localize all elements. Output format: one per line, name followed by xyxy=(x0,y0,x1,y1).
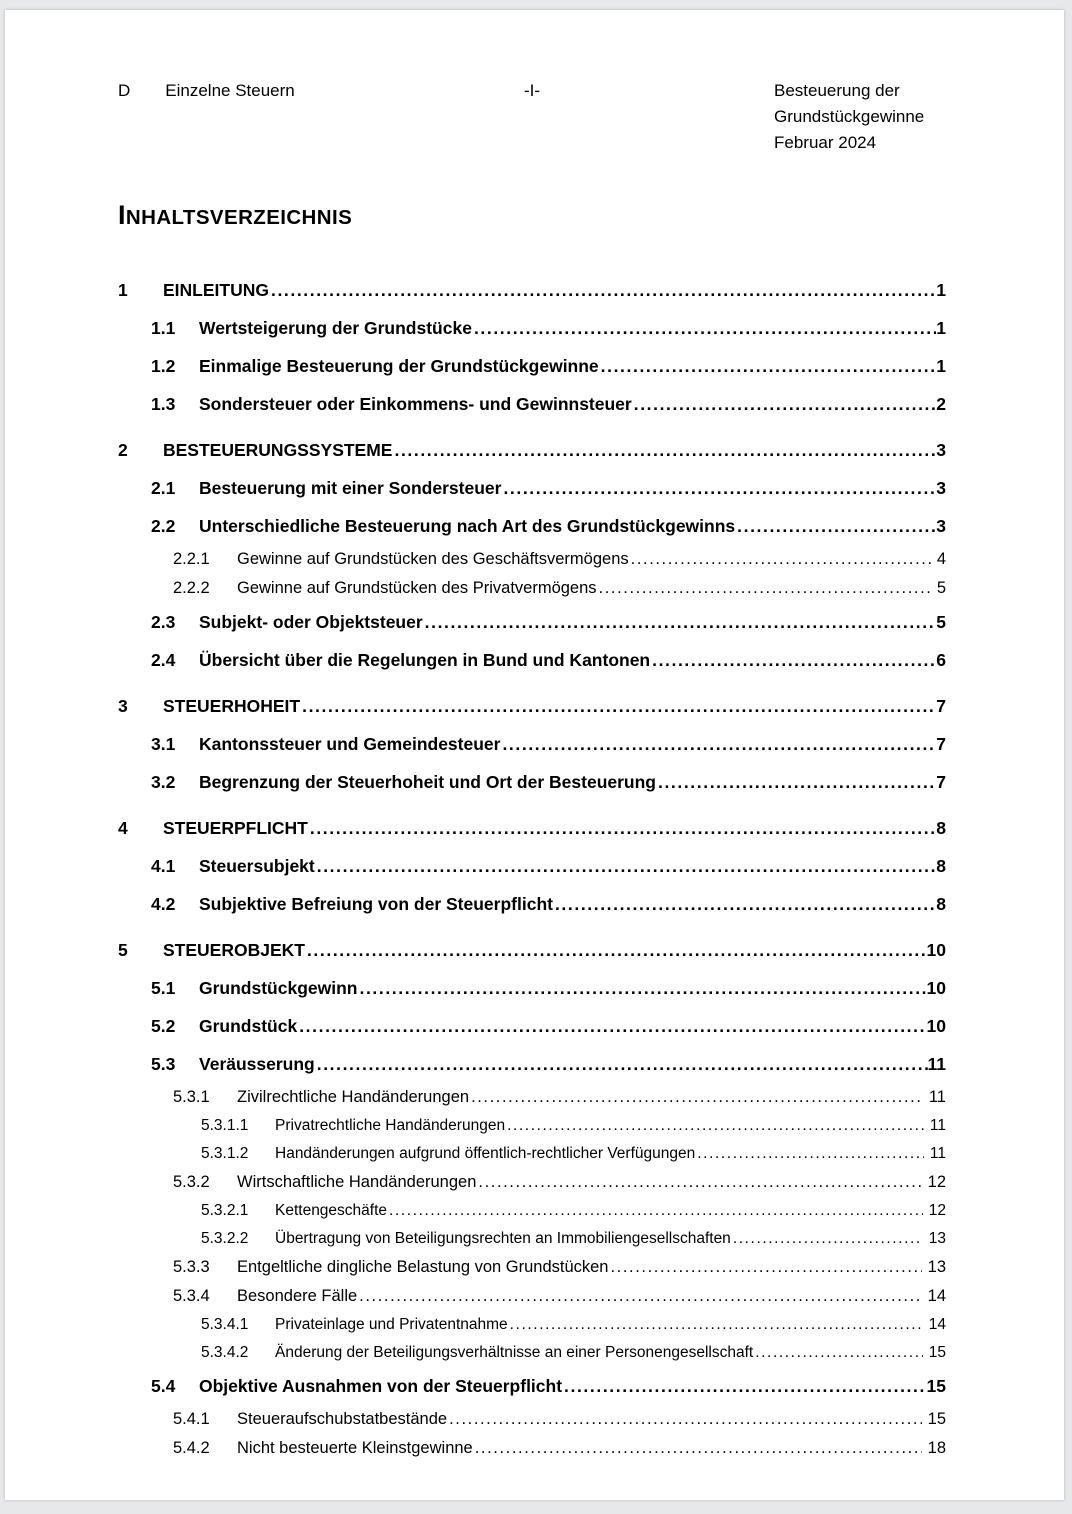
toc-entry-5.3.3[interactable] xyxy=(173,1253,946,1282)
toc-dot-leader xyxy=(610,1257,921,1278)
toc-dot-leader xyxy=(510,1315,923,1335)
toc-entry-number: 5.1 xyxy=(151,978,176,998)
toc-entry-2[interactable] xyxy=(118,431,946,469)
toc-entry-title: BESTEUERUNGSSYSTEME xyxy=(163,440,393,460)
page-header xyxy=(118,78,946,156)
toc-entry-2.4[interactable] xyxy=(151,641,946,679)
toc-entry-page: 12 xyxy=(928,1202,946,1219)
toc-dot-leader xyxy=(317,855,937,877)
toc-entry-number: 2.3 xyxy=(151,612,176,632)
toc-entry-page: 11 xyxy=(927,1054,946,1074)
toc-entry-title: Privatrechtliche Handänderungen xyxy=(275,1117,506,1134)
toc-entry-number: 1.2 xyxy=(151,356,176,376)
toc-entry-page: 1 xyxy=(936,280,946,300)
toc-entry-number: 5.3.4.2 xyxy=(201,1344,249,1361)
toc-entry-5.3.4.2[interactable] xyxy=(201,1339,946,1367)
toc-entry-page: 10 xyxy=(926,940,946,960)
toc-dot-leader xyxy=(737,515,936,537)
toc-entry-page: 18 xyxy=(927,1439,946,1457)
toc-entry-title: Wertsteigerung der Grundstücke xyxy=(199,318,472,338)
toc-dot-leader xyxy=(658,771,936,793)
toc-entry-page: 10 xyxy=(926,978,946,998)
toc-entry-number: 5.4.1 xyxy=(173,1410,210,1428)
toc-entry-page: 1 xyxy=(936,318,946,338)
toc-entry-5.1[interactable] xyxy=(151,969,946,1007)
toc-entry-title: Änderung der Beteiligungsverhältnisse an einer Personengesellschaft xyxy=(275,1344,754,1361)
toc-entry-1[interactable] xyxy=(118,271,946,309)
toc-entry-number: 2 xyxy=(118,440,128,460)
toc-entry-5.3.4.1[interactable] xyxy=(201,1311,946,1339)
toc-dot-leader xyxy=(359,1286,921,1307)
toc-entry-5.3.4[interactable] xyxy=(173,1282,946,1311)
toc-entry-5.3[interactable] xyxy=(151,1045,946,1083)
toc-entry-title: Besondere Fälle xyxy=(237,1287,358,1305)
toc-entry-number: 5.3.1 xyxy=(173,1088,210,1106)
toc-entry-5.4.1[interactable] xyxy=(173,1405,946,1434)
toc-entry-title: Zivilrechtliche Handänderungen xyxy=(237,1088,470,1106)
toc-entry-page: 8 xyxy=(936,856,946,876)
toc-entry-4.1[interactable] xyxy=(151,847,946,885)
toc-dot-leader xyxy=(697,1144,924,1164)
toc-entry-title: Kantonssteuer und Gemeindesteuer xyxy=(199,734,501,754)
toc-entry-5.3.1.2[interactable] xyxy=(201,1140,946,1168)
toc-entry-4.2[interactable] xyxy=(151,885,946,923)
toc-entry-2.2[interactable] xyxy=(151,507,946,545)
toc-list xyxy=(118,271,946,1463)
document-page xyxy=(5,10,1064,1500)
toc-entry-number: 3.1 xyxy=(151,734,176,754)
toc-entry-number: 4.1 xyxy=(151,856,176,876)
toc-dot-leader xyxy=(564,1375,926,1397)
toc-entry-5.3.1.1[interactable] xyxy=(201,1112,946,1140)
toc-entry-title: Gewinne auf Grundstücken des Geschäftsvermögens xyxy=(237,550,629,568)
toc-entry-title: Nicht besteuerte Kleinstgewinne xyxy=(237,1439,473,1457)
toc-entry-page: 14 xyxy=(928,1316,946,1333)
toc-entry-title: Begrenzung der Steuerhoheit und Ort der Besteuerung xyxy=(199,772,656,792)
toc-dot-leader xyxy=(652,649,936,671)
header-doc-title-line2: Grundstückgewinne xyxy=(774,107,925,126)
header-left xyxy=(118,78,394,156)
toc-entry-2.1[interactable] xyxy=(151,469,946,507)
toc-entry-page: 11 xyxy=(928,1088,946,1106)
toc-dot-leader xyxy=(475,1438,922,1459)
toc-entry-5.4[interactable] xyxy=(151,1367,946,1405)
toc-entry-number: 5.3.2.1 xyxy=(201,1202,249,1219)
toc-entry-page: 7 xyxy=(936,696,946,716)
toc-entry-page: 2 xyxy=(936,394,946,414)
header-doc-date: Februar 2024 xyxy=(774,133,877,152)
toc-dot-leader xyxy=(389,1201,923,1221)
toc-entry-number: 1.1 xyxy=(151,318,176,338)
toc-entry-page: 3 xyxy=(936,478,946,498)
toc-entry-number: 2.4 xyxy=(151,650,176,670)
toc-dot-leader xyxy=(599,578,931,599)
toc-entry-2.2.1[interactable] xyxy=(173,545,946,574)
toc-entry-title: Grundstückgewinn xyxy=(199,978,358,998)
toc-entry-title: Subjekt- oder Objektsteuer xyxy=(199,612,423,632)
toc-entry-title: Besteuerung mit einer Sondersteuer xyxy=(199,478,502,498)
toc-dot-leader xyxy=(631,549,931,570)
toc-entry-page: 11 xyxy=(929,1117,946,1134)
toc-dot-leader xyxy=(394,439,936,461)
toc-entry-page: 8 xyxy=(936,894,946,914)
header-doc-category: Einzelne Steuern xyxy=(165,81,295,100)
toc-dot-leader xyxy=(310,817,936,839)
toc-entry-page: 8 xyxy=(936,818,946,838)
toc-entry-number: 4.2 xyxy=(151,894,176,914)
toc-dot-leader xyxy=(302,695,936,717)
toc-dot-leader xyxy=(299,1015,926,1037)
toc-entry-page: 5 xyxy=(936,579,946,597)
toc-entry-number: 1.3 xyxy=(151,394,176,414)
toc-entry-number: 5.3.1.1 xyxy=(201,1117,249,1134)
toc-dot-leader xyxy=(634,393,937,415)
toc-entry-title: Wirtschaftliche Handänderungen xyxy=(237,1173,477,1191)
toc-entry-number: 3.2 xyxy=(151,772,176,792)
toc-dot-leader xyxy=(755,1343,923,1363)
toc-entry-page: 11 xyxy=(929,1145,946,1162)
toc-entry-page: 12 xyxy=(927,1173,946,1191)
toc-entry-title: EINLEITUNG xyxy=(163,280,269,300)
toc-entry-5.3.2.1[interactable] xyxy=(201,1197,946,1225)
toc-entry-title: Kettengeschäfte xyxy=(275,1202,388,1219)
page-title: INHALTSVERZEICHNIS xyxy=(118,200,353,230)
toc-entry-number: 2.2.1 xyxy=(173,550,210,568)
toc-entry-number: 5.2 xyxy=(151,1016,176,1036)
toc-entry-page: 13 xyxy=(927,1258,946,1276)
toc-entry-5.3.1[interactable] xyxy=(173,1083,946,1112)
toc-entry-number: 2.2.2 xyxy=(173,579,210,597)
toc-dot-leader xyxy=(307,939,927,961)
toc-dot-leader xyxy=(478,1172,921,1193)
toc-entry-title: Unterschiedliche Besteuerung nach Art des Grundstückgewinns xyxy=(199,516,736,536)
toc-entry-1.3[interactable] xyxy=(151,385,946,423)
toc-entry-title: Übertragung von Beteiligungsrechten an Immobiliengesellschaften xyxy=(275,1230,731,1247)
toc-entry-page: 3 xyxy=(936,516,946,536)
toc-entry-5.2[interactable] xyxy=(151,1007,946,1045)
toc-dot-leader xyxy=(471,1087,923,1108)
toc-entry-number: 5.4.2 xyxy=(173,1439,210,1457)
toc-dot-leader xyxy=(449,1409,922,1430)
toc-dot-leader xyxy=(474,317,936,339)
toc-entry-number: 4 xyxy=(118,818,128,838)
toc-entry-number: 5.3.4 xyxy=(173,1287,210,1305)
toc-entry-page: 13 xyxy=(928,1230,946,1247)
header-page-number: -I- xyxy=(523,81,541,100)
toc-entry-number: 5.3.4.1 xyxy=(201,1316,249,1333)
toc-entry-page: 6 xyxy=(936,650,946,670)
toc-dot-leader xyxy=(317,1053,928,1075)
toc-entry-title: Veräusserung xyxy=(199,1054,315,1074)
toc-entry-number: 3 xyxy=(118,696,128,716)
toc-entry-4[interactable] xyxy=(118,809,946,847)
toc-entry-1.2[interactable] xyxy=(151,347,946,385)
toc-entry-title: Gewinne auf Grundstücken des Privatvermögens xyxy=(237,579,597,597)
toc-entry-number: 5.3 xyxy=(151,1054,176,1074)
toc-entry-title: Entgeltliche dingliche Belastung von Grundstücken xyxy=(237,1258,609,1276)
toc-entry-5[interactable] xyxy=(118,931,946,969)
toc-entry-page: 4 xyxy=(936,550,946,568)
toc-entry-page: 7 xyxy=(936,772,946,792)
toc-entry-number: 5.3.3 xyxy=(173,1258,210,1276)
toc-entry-page: 15 xyxy=(927,1410,946,1428)
toc-dot-leader xyxy=(555,893,936,915)
toc-entry-5.3.2[interactable] xyxy=(173,1168,946,1197)
toc-entry-title: Handänderungen aufgrund öffentlich-rechtlicher Verfügungen xyxy=(275,1145,696,1162)
toc-entry-number: 5 xyxy=(118,940,128,960)
toc-entry-number: 2.1 xyxy=(151,478,176,498)
header-doc-letter: D xyxy=(118,81,131,100)
toc-dot-leader xyxy=(359,977,926,999)
toc-entry-page: 1 xyxy=(936,356,946,376)
toc-entry-number: 5.4 xyxy=(151,1376,176,1396)
toc-entry-page: 15 xyxy=(926,1376,946,1396)
toc-entry-5.3.2.2[interactable] xyxy=(201,1225,946,1253)
toc-entry-title: STEUERHOHEIT xyxy=(163,696,301,716)
toc-entry-3.2[interactable] xyxy=(151,763,946,801)
toc-dot-leader xyxy=(271,279,936,301)
toc-entry-5.4.2[interactable] xyxy=(173,1434,946,1463)
toc-entry-title: STEUEROBJEKT xyxy=(163,940,305,960)
toc-entry-3[interactable] xyxy=(118,687,946,725)
toc-entry-number: 5.3.2 xyxy=(173,1173,210,1191)
toc-entry-title: Privateinlage und Privatentnahme xyxy=(275,1316,508,1333)
toc-dot-leader xyxy=(507,1116,924,1136)
header-right xyxy=(774,78,946,156)
toc-entry-1.1[interactable] xyxy=(151,309,946,347)
toc-entry-page: 10 xyxy=(926,1016,946,1036)
toc-entry-title: Subjektive Befreiung von der Steuerpflicht xyxy=(199,894,553,914)
toc-entry-number: 5.3.2.2 xyxy=(201,1230,249,1247)
toc-entry-number: 1 xyxy=(118,280,128,300)
toc-entry-number: 5.3.1.2 xyxy=(201,1145,249,1162)
toc-dot-leader xyxy=(425,611,937,633)
toc-entry-page: 15 xyxy=(928,1344,946,1361)
toc-entry-2.2.2[interactable] xyxy=(173,574,946,603)
toc-entry-2.3[interactable] xyxy=(151,603,946,641)
toc-entry-title: Grundstück xyxy=(199,1016,298,1036)
toc-entry-title: Einmalige Besteuerung der Grundstückgewinne xyxy=(199,356,599,376)
toc-dot-leader xyxy=(601,355,937,377)
toc-entry-title: Steueraufschubstatbestände xyxy=(237,1410,448,1428)
toc-entry-3.1[interactable] xyxy=(151,725,946,763)
toc-entry-page: 14 xyxy=(927,1287,946,1305)
toc-dot-leader xyxy=(733,1229,923,1249)
header-doc-title-line1: Besteuerung der xyxy=(774,81,900,100)
toc-entry-title: STEUERPFLICHT xyxy=(163,818,308,838)
toc-entry-page: 3 xyxy=(936,440,946,460)
toc-entry-title: Steuersubjekt xyxy=(199,856,315,876)
toc-entry-page: 7 xyxy=(936,734,946,754)
toc-entry-number: 2.2 xyxy=(151,516,176,536)
toc-dot-leader xyxy=(503,477,936,499)
toc-entry-page: 5 xyxy=(936,612,946,632)
toc-dot-leader xyxy=(502,733,936,755)
toc-entry-title: Objektive Ausnahmen von der Steuerpflicht xyxy=(199,1376,563,1396)
toc-entry-title: Sondersteuer oder Einkommens- und Gewinnsteuer xyxy=(199,394,632,414)
toc-entry-title: Übersicht über die Regelungen in Bund und Kantonen xyxy=(199,650,651,670)
